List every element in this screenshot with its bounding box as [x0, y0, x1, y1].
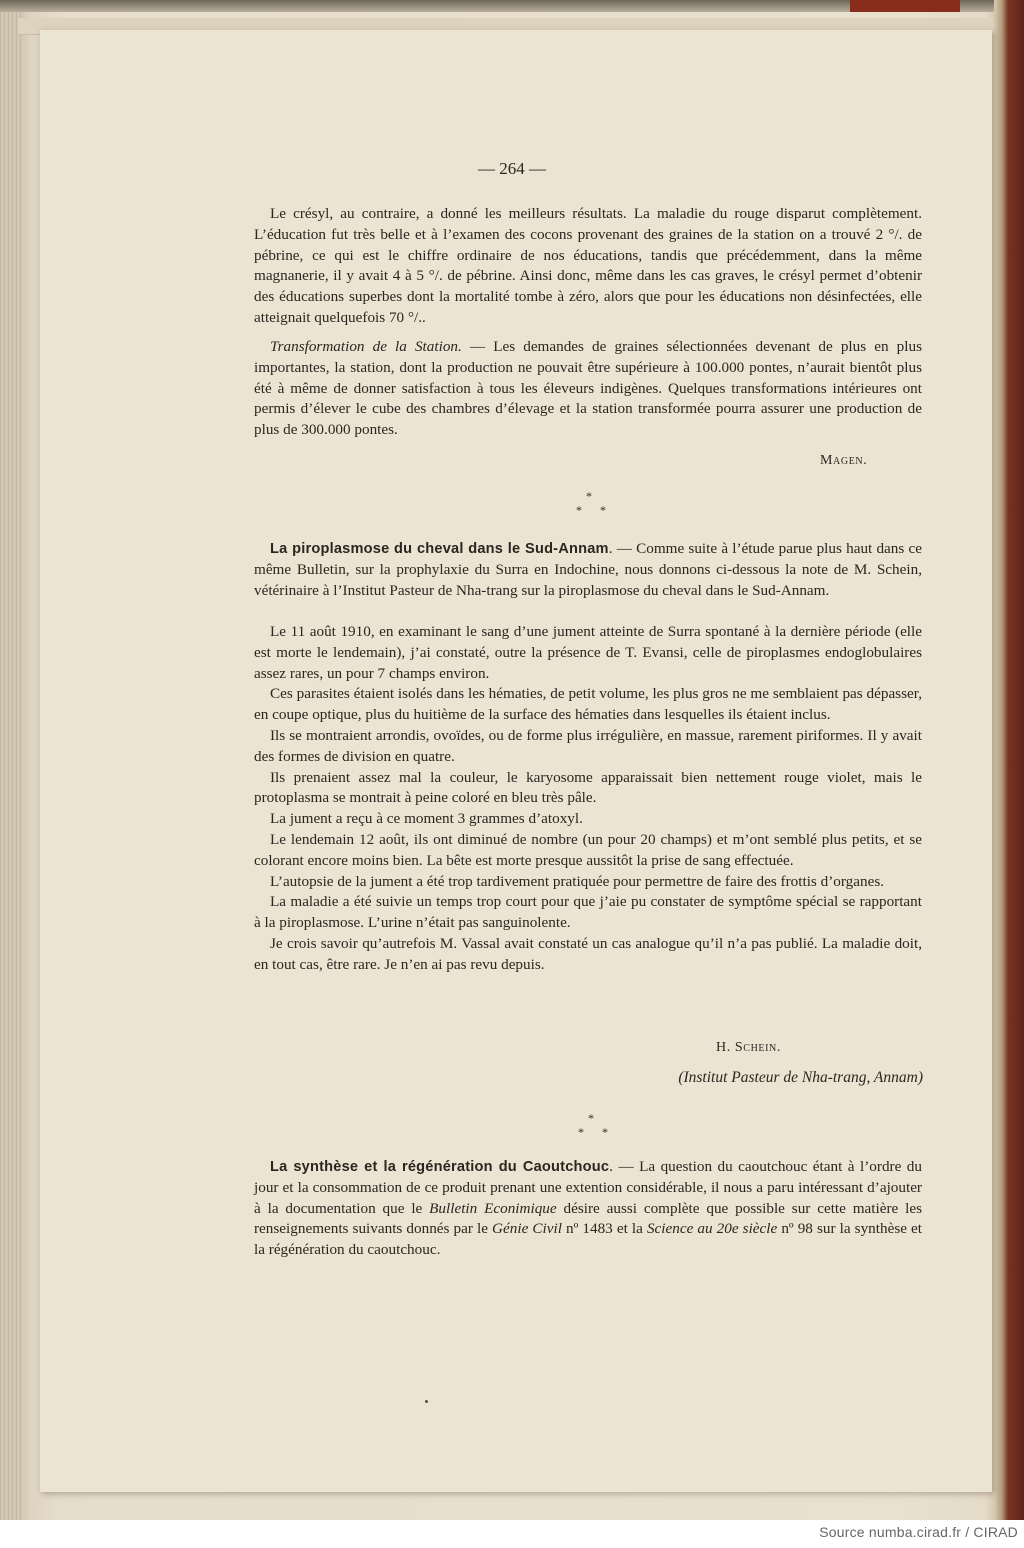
piroplasmose-intro: [254, 539, 922, 601]
transformation-text: — Les demandes de graines sélectionnées devenant de plus en plus importantes, la station, dont la production ne pouvait être supérieure à 100.000 pontes, n’aurait bientôt plus été à même de donner satisfaction à tous les éleveurs indigènes. Quelques transformations intérieures ont permis d’élever le cube des chambres d’élevage et la station transformée pourra assurer une production de plus de 300.000 pontes.: [254, 338, 923, 439]
paragraph-cresyl: Le crésyl, au contraire, a donné les meilleurs résultats. La maladie du rouge disparut complètement. L’éducation fut très belle et à l’examen des cocons provenant des graines de la station on a trouvé 2 °/. de pébrine, ce qui est le chiffre ordinaire de nos éducations, tandis que précédemment, dans la même magnanerie, il y avait 4 à 5 °/. de pébrine. Ainsi donc, même dans les cas graves, le crésyl permet d’obtenir des éducations superbes dont la mortalité tombe à zéro, alors que pour les éducations non désinfectées, elle atteignait quelquefois 70 °/..: [254, 205, 922, 326]
asterisk: *: [578, 1125, 584, 1139]
source-credit: Source numba.cirad.fr / CIRAD: [819, 1524, 1018, 1540]
note-paragraph: Ces parasites étaient isolés dans les hématies, de petit volume, les plus gros ne me semblaient pas dépasser, en coupe optique, plus du huitième de la surface des hématies dans lesquelles ils étaient inclus.: [254, 685, 922, 724]
page-number: — 264 —: [478, 159, 546, 178]
asterisk: *: [586, 489, 592, 503]
signature-magen: Magen.: [820, 453, 868, 468]
separator-asterism-1: [572, 489, 612, 519]
note-paragraph: L’autopsie de la jument a été trop tardivement pratiquée pour permettre de faire des frottis d’organes.: [270, 872, 885, 890]
note-paragraph: Le 11 août 1910, en examinant le sang d’une jument atteinte de Surra spontané à la dernière période (elle est morte le lendemain), j’ai constaté, outre la présence de T. Evansi, celle de piroplasmes endoglobulaires assez rares, un pour 7 champs environ.: [254, 623, 922, 682]
transformation-title: Transformation de la Station.: [270, 338, 462, 355]
bulletin-title: Bulletin Econimique: [429, 1199, 557, 1217]
note-paragraph: La maladie a été suivie un temps trop court pour que j’aie pu constater de symptôme spécial se rapportant à la piroplasmose. L’urine n’était pas sanguinolente.: [254, 893, 922, 932]
asterisk: *: [576, 503, 582, 517]
signature-schein: H. Schein.: [716, 1040, 781, 1055]
note-paragraph: Je crois savoir qu’autrefois M. Vassal avait constaté un cas analogue qu’il n’a pas publié. La maladie doit, en tout cas, être rare. Je n’en ai pas revu depuis.: [254, 934, 922, 973]
genie-civil-title: Génie Civil: [492, 1220, 562, 1238]
caoutchouc-text: . — La question du caoutchouc étant à l’ordre du jour et la consommation de ce produit prenant une extention considérable, il nous a paru intéressant d’ajouter à la documentation que le: [254, 1158, 922, 1217]
caoutchouc-text: nº 1483 et la: [561, 1220, 647, 1238]
schein-note: [254, 622, 922, 976]
note-paragraph: Le lendemain 12 août, ils ont diminué de nombre (un pour 20 champs) et m’ont semblé plus petits, et se colorant encore moins bien. La bête est morte presque aussitôt la prise de sang effectuée.: [254, 830, 922, 869]
asterisk: *: [602, 1125, 608, 1139]
science-title: Science au 20e siècle: [646, 1220, 778, 1238]
caoutchouc-paragraph: [254, 1157, 922, 1261]
asterisk: *: [600, 503, 606, 517]
separator-asterism-2: [574, 1111, 614, 1141]
note-paragraph: Ils se montraient arrondis, ovoïdes, ou de forme plus irrégulière, en massue, rarement piriformes. Il y avait des formes de division en quatre.: [254, 726, 922, 765]
caoutchouc-text: nº 98 sur la synthèse et la régénération du caoutchouc.: [254, 1220, 923, 1259]
paragraph-transformation: [254, 337, 922, 441]
section-title-piroplasmose: La piroplasmose du cheval dans le Sud-Annam: [270, 541, 609, 557]
page-speck: [425, 1400, 428, 1403]
piroplasmose-intro-text: . — Comme suite à l’étude parue plus haut dans ce même Bulletin, sur la prophylaxie du Surra en Indochine, nous donnons ci-dessous la note de M. Schein, vétérinaire à l’Institut Pasteur de Nha-trang sur la piroplasmose du cheval dans le Sud-Annam.: [254, 540, 922, 599]
affiliation: (Institut Pasteur de Nha-trang, Annam): [678, 1069, 923, 1086]
asterisk: *: [588, 1111, 594, 1125]
note-paragraph: La jument a reçu à ce moment 3 grammes d’atoxyl.: [270, 810, 583, 828]
section-title-caoutchouc: La synthèse et la régénération du Caoutchouc: [270, 1159, 610, 1175]
caoutchouc-text: désire aussi complète que possible sur cette matière les renseignements suivants donnés par le: [254, 1199, 922, 1238]
note-paragraph: Ils prenaient assez mal la couleur, le karyosome apparaissait bien nettement rouge violet, mais le protoplasma se montrait à peine coloré en bleu très pâle.: [254, 768, 922, 807]
